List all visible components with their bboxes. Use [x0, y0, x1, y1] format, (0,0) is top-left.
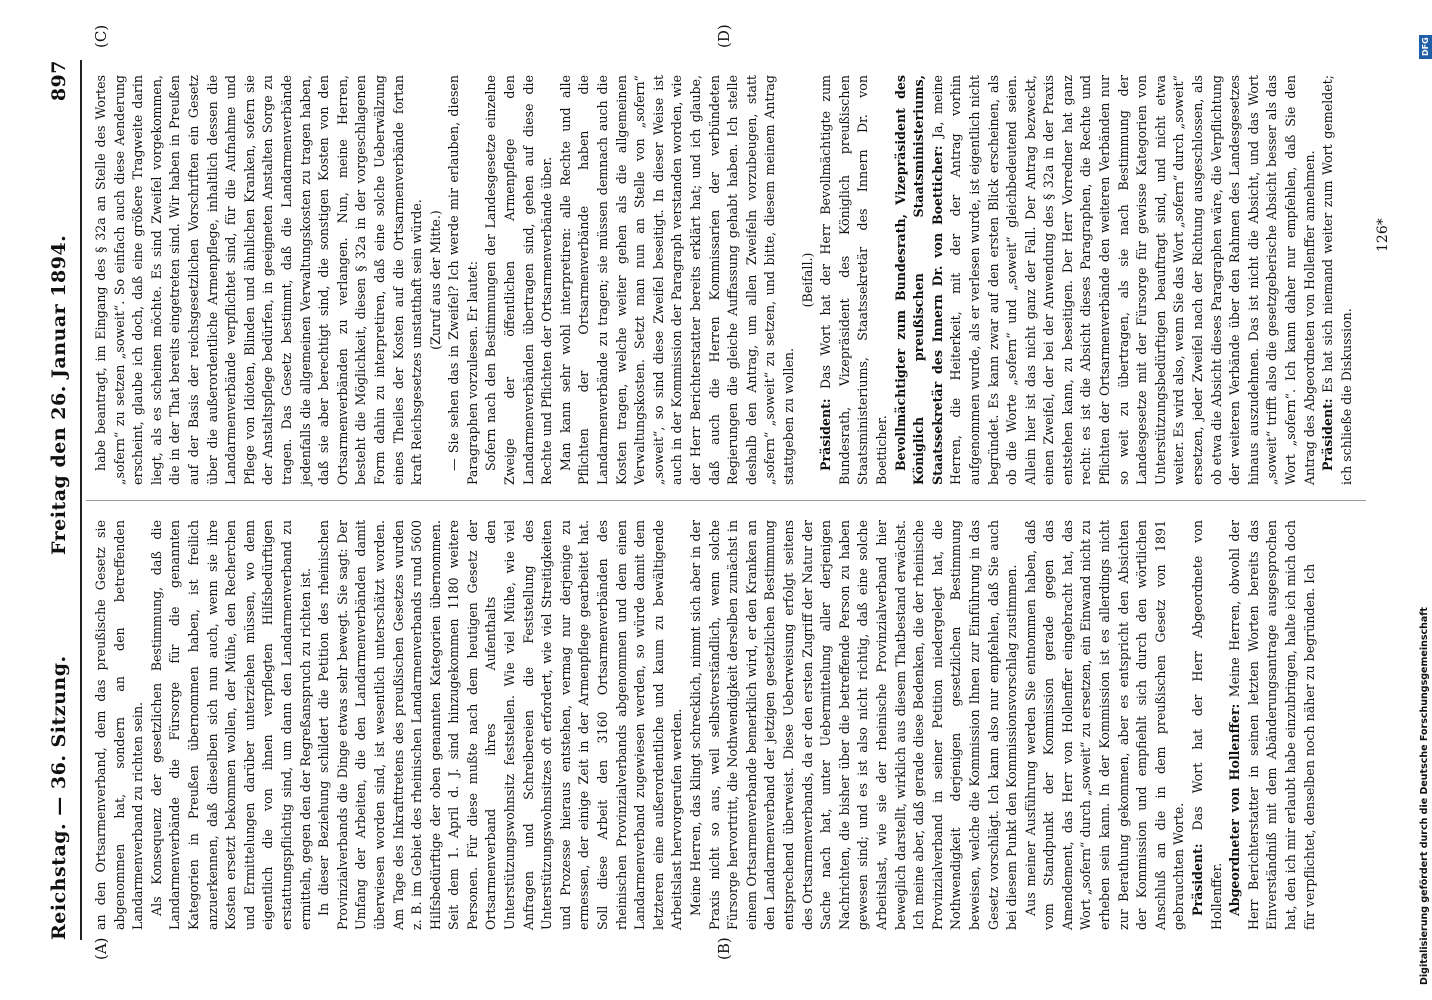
paragraph: Präsident: Das Wort hat der Herr Abgeordnete von Hollenffer. — [1190, 520, 1224, 930]
digitization-watermark: Digitalisierung gefördert durch die Deutsche Forschungsgemeinschaft — [1419, 607, 1430, 985]
signature-mark: 126* — [1375, 218, 1391, 252]
page-number: 897 — [48, 60, 70, 102]
column-divider — [86, 500, 1366, 501]
paragraph: In dieser Beziehung schildert die Petition des rheinischen Provinzialverbands die Dinge etwas sehr bewegt. Sie sagt: Der Umfang der Arbeiten, die den Landarmenverbänden damit überwiesen worden sind, ist wesentlich unterschätzt worden. Am Tage des Inkrafttretens des preußischen Gesetzes wurden z. B. im Gebiet des rheinischen Landarmenverbands rund 5600 Hilfsbedürftige der oben genannten Kategorien übernommen. Seit dem 1. April d. J. sind hinzugekommen 1180 weitere Personen. Für diese mußte nach dem heutigen Gesetz der Ortsarmenverband ihres Aufenthalts den Unterstützungswohnsitz feststellen. Wie viel Mühe, wie viel Anfragen und Schreibereien die Feststellung des Unterstützungswohnsitzes oft erfordert, wie viel Streitigkeiten und Prozesse hieraus entstehen, vermag nur derjenige zu ermessen, der einige Zeit in der Armenpflege gearbeitet hat. Soll diese Arbeit den 3160 Ortsarmenverbänden des rheinischen Provinzialverbands abgenommen und dem einen Landarmenverband zugewiesen werden, so würde damit dem letzteren eine außerordentliche und kaum zu bewältigende Arbeitslast hervorgerufen werden. — [316, 520, 685, 930]
speaker-label: Präsident: — [818, 398, 834, 471]
speaker-label: Abgeordneter von Hollenffer: — [1227, 703, 1243, 916]
paragraph: Abgeordneter von Hollenffer: Meine Herren, obwohl der Herr Berichterstatter in seinen letzten Worten bereits das Einverständniß mit dem Abänderungsantrage ausgesprochen hat, den ich mir erlaubt habe einzubringen, halte ich mich doch für verpflichtet, denselben noch näher zu begründen. Ich — [1227, 520, 1317, 930]
paragraph: (Zuruf aus der Mitte.) — [427, 210, 443, 350]
paragraph: an den Ortsarmenverband, dem das preußische Gesetz sie abgenommen hat, sondern an den betreffenden Landarmenverband zu richten sein. — [93, 520, 146, 930]
margin-mark-a: (A) — [92, 937, 110, 960]
margin-mark-b: (B) — [715, 937, 733, 960]
paragraph: Sofern nach den Bestimmungen der Landesgesetze einzelne Zweige der öffentlichen Armenpflege den Landarmenverbänden übertragen sind, gehen auf diese die Rechte und Pflichten der Ortsarmenverbände über. — [483, 75, 555, 485]
dfg-logo: DFG — [1419, 35, 1432, 59]
paragraph: Präsident: Es hat sich niemand weiter zum Wort gemeldet; ich schließe die Diskussion. — [1320, 75, 1354, 485]
paragraph: Präsident: Das Wort hat der Herr Bevollmächtigte zum Bundesrath, Vizepräsident des Königlich preußischen Staatsministeriums, Staatssekretär des Innern Dr. von Boetticher. — [818, 75, 889, 485]
speaker-label: Bevollmächtigter zum Bundesrath, Vizepräsident des Königlich preußischen Staatsministeriums, Staatssekretär des Innern Dr. von Boetticher: — [892, 75, 945, 485]
left-text-column — [92, 520, 1319, 930]
header-date: Freitag den 26. Januar 1894. — [48, 234, 70, 555]
header-session: Reichstag. — 36. Sitzung. — [48, 655, 70, 940]
speaker-label: Präsident: — [1190, 843, 1206, 916]
paragraph: habe beantragt, im Eingang des § 32a an Stelle des Wortes „sofern“ zu setzen „soweit“. So einfach auch diese Aenderung erscheint, glaube ich doch, daß eine größere Tragweite darin liegt, als es scheinen möchte. Es sind Zweifel vorgekommen, die in der That bereits eingetreten sind. Wir haben in Preußen auf der Basis der reichsgesetzlichen Vorschriften ein Gesetz über die außerordentliche Armenpflege, inhaltlich dessen die Landarmenverbände verpflichtet sind, für die Aufnahme und Pflege von Idioten, Blinden und ähnlichen Kranken, sofern sie der Anstaltspflege bedürfen, in geeigneten Anstalten Sorge zu tragen. Das Gesetz bestimmt, daß die Landarmenverbände jedenfalls die allgemeinen Verwaltungskosten zu tragen haben, daß sie aber berechtigt sind, die sonstigen Kosten von den Ortsarmenverbänden zu verlangen. Nun, meine Herren, besteht die Möglichkeit, diesen § 32a in der vorgeschlagenen Form dahin zu interpretiren, daß eine solche Ueberwälzung eines Theiles der Kosten auf die Ortsarmenverbände fortan kraft Reichsgesetzes unstatthaft sein würde. — [93, 75, 425, 485]
header-rule — [80, 60, 82, 940]
paragraph: (Beifall.) — [799, 252, 815, 308]
paragraph: — Sie sehen das in Zweifel? Ich werde mir erlauben, diesen Paragraphen vorzulesen. Er lautet: — [446, 75, 480, 485]
paragraph: Man kann sehr wohl interpretiren: alle Rechte und alle Pflichten der Ortsarmenverbände haben die Landarmenverbände zu tragen; sie müssen demnach auch die Kosten tragen, welche weiter gehen als die allgemeinen Verwaltungskosten. Setzt man nun an Stelle von „sofern“ „soweit“, so sind diese Zweifel beseitigt. In dieser Weise ist auch in der Kommission der Paragraph verstanden worden, wie der Herr Berichterstatter bereits erklärt hat; und ich glaube, daß auch die Herren Kommissarien der verbündeten Regierungen die gleiche Auffassung gehabt haben. Ich stelle deshalb den Antrag, um allen Zweifeln vorzubeugen, statt „sofern“ „soweit“ zu setzen, und bitte, diesem meinem Antrag stattgeben zu wollen. — [557, 75, 796, 485]
paragraph: Als Konsequenz der gesetzlichen Bestimmung, daß die Landarmenverbände die Fürsorge für die genannten Kategorien in Preußen übernommen haben, ist freilich anzuerkennen, daß dieselben sich nun auch, wenn sie ihre Kosten ersetzt bekommen wollen, der Mühe, den Recherchen und Ermittelungen darüber unterziehen müssen, wo denn eigentlich die von ihnen verpflegten Hilfsbedürftigen erstattungspflichtig sind, um dann den Landarmenverband zu ermitteln, gegen den der Regreßanspruch zu richten ist. — [148, 520, 313, 930]
right-text-column — [92, 75, 1356, 485]
margin-mark-d: (D) — [715, 24, 733, 48]
paragraph: Bevollmächtigter zum Bundesrath, Vizepräsident des Königlich preußischen Staatsministeriums, Staatssekretär des Innern Dr. von Boetticher: Ja, meine Herren, die Heiterkeit, mit der der Antrag vorhin aufgenommen wurde, als er verlesen wurde, ist eigentlich nicht begründet. Es kann zwar auf den ersten Blick erscheinen, als ob die Worte „sofern“ und „soweit“ gleichbedeutend seien. Allein hier ist das nicht ganz der Fall. Der Antrag bezweckt, einen Zweifel, der bei der Anwendung des § 32a in der Praxis entstehen kann, zu beseitigen. Der Herr Vorredner hat ganz recht: es ist die Absicht dieses Paragraphen, die Rechte und Pflichten der Ortsarmenverbände den weiteren Verbänden nur so weit zu übertragen, als sie nach Bestimmung der Landesgesetze mit der Fürsorge für gewisse Kategorien von Unterstützungsbedürftigen beauftragt sind, und nicht etwa weiter. Es wird also, wenn Sie das Wort „sofern“ durch „soweit“ ersetzen, jeder Zweifel nach der Richtung ausgeschlossen, als ob etwa die Absicht dieses Paragraphen wäre, die Verpflichtung der weiteren Verbände über den Rahmen des Landesgesetzes hinaus auszudehnen. Das ist nicht die Absicht, und das Wort „soweit“ trifft also die gesetzgeberische Absicht besser als das Wort „sofern“. Ich kann daher nur empfehlen, daß Sie den Antrag des Abgeordneten von Hollenffer annehmen. — [892, 75, 1317, 485]
paragraph: Aus meiner Ausführung werden Sie entnommen haben, daß vom Standpunkt der Kommission gerade gegen das Amendement, das Herr von Hollenffer eingebracht hat, das Wort „sofern“ durch „soweit“ zu ersetzen, ein Einwand nicht zu erheben sein kann. In der Kommission ist es allerdings nicht zur Berathung gekommen, aber es entspricht den Absichten der Kommission und empfiehlt sich durch den wörtlichen Anschluß an die in dem preußischen Gesetz von 1891 gebrauchten Worte. — [1022, 520, 1187, 930]
margin-mark-c: (C) — [92, 24, 110, 48]
running-header — [42, 60, 76, 940]
speaker-label: Präsident: — [1320, 398, 1336, 471]
paragraph: Meine Herren, das klingt schrecklich, nimmt sich aber in der Praxis nicht so aus, weil selbstverständlich, wenn solche Fürsorge hervortritt, die Nothwendigkeit derselben zunächst in einem Ortsarmenverbande bemerklich wird, er den Kranken an den Landarmenverband der jetzigen gesetzlichen Bestimmung entsprechend überweist. Diese Ueberweisung erfolgt seitens des Ortsarmenverbands, da er den ersten Zugriff der Natur der Sache nach hat, unter Uebermittelung aller derjenigen Nachrichten, die bisher über die betreffende Person zu haben gewesen sind; und es ist also nicht richtig, daß eine solche Arbeitslast, wie sie der rheinische Provinzialverband hier beweglich darstellt, wirklich aus diesem Thatbestand erwächst. Ich meine aber, daß gerade diese Bedenken, die der rheinische Provinzialverband in seiner Petition niedergelegt hat, die Nothwendigkeit derjenigen gesetzlichen Bestimmung beweisen, welche die Kommission Ihnen zur Einführung in das Gesetz vorschlägt. Ich kann also nur empfehlen, daß Sie auch bei diesem Punkt den Kommissionsvorschlag zustimmen. — [688, 520, 1020, 930]
